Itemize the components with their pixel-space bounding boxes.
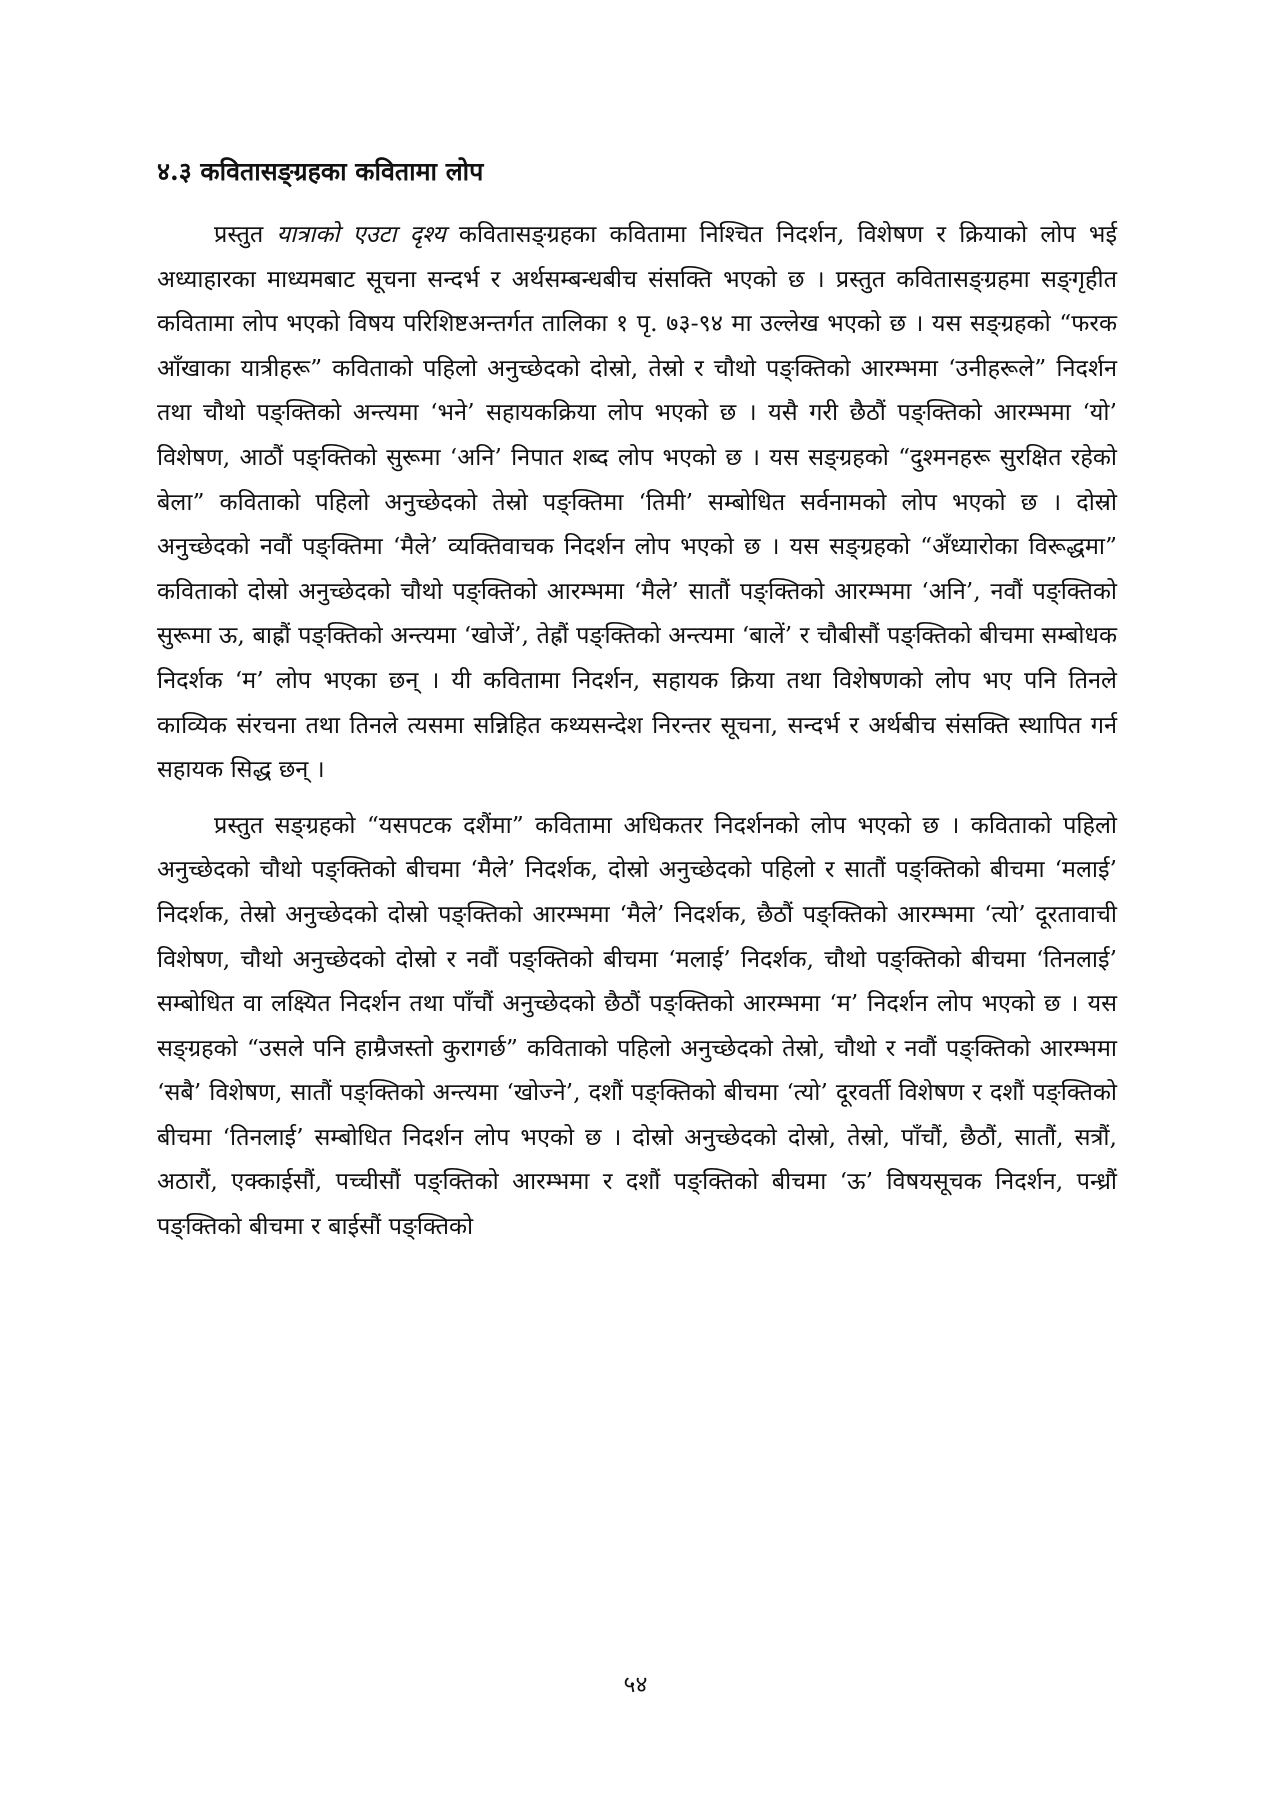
paragraph-1-text: कवितासङ्ग्रहका कवितामा निश्चित निदर्शन, विशेषण र क्रियाको लोप भई अध्याहारका माध्यमबाट सूचना सन्दर्भ र अर्थसम्बन्धबीच संसक्ति भएको छ । प्रस्तुत कवितासङ्ग्रहमा सङ्गृहीत कवितामा लोप भएको विषय परिशिष्टअन्तर्गत तालिका १ पृ. ७३-९४ मा उल्लेख भएको छ । यस सङ्ग्रहको “फरक आँखाका यात्रीहरू” कविताको पहिलो अनुच्छेदको दोस्रो, तेस्रो र चौथो पङ्क्तिको आरम्भमा ‘उनीहरूले” निदर्शन तथा चौथो पङ्क्तिको अन्त्यमा ‘भने’ सहायकक्रिया लोप भएको छ । यसै गरी छैठौं पङ्क्तिको आरम्भमा ‘यो’ विशेषण, आठौं पङ्क्तिको सुरूमा ‘अनि’ निपात शब्द लोप भएको छ । यस सङ्ग्रहको “दुश्मनहरू सुरक्षित रहेको बेला” कविताको पहिलो अनुच्छेदको तेस्रो पङ्क्तिमा ‘तिमी’ सम्बोधित सर्वनामको लोप भएको छ । दोस्रो अनुच्छेदको नवौं पङ्क्तिमा ‘मैले’ व्यक्तिवाचक निदर्शन लोप भएको छ । यस सङ्ग्रहको “अँध्यारोका विरूद्धमा” कविताको दोस्रो अनुच्छेदको चौथो पङ्क्तिको आरम्भमा ‘मैले’ सातौं पङ्क्तिको आरम्भमा ‘अनि’, नवौं पङ्क्तिको सुरूमा ऊ, बाह्रौं पङ्क्तिको अन्त्यमा ‘खोजें’, तेह्रौं पङ्क्तिको अन्त्यमा ‘बालें’ र चौबीसौं पङ्क्तिको बीचमा सम्बोधक निदर्शक ‘म’ लोप भएका छन् । यी कवितामा निदर्शन, सहायक क्रिया तथा विशेषणको लोप भए पनि तिनले काव्यिक संरचना तथा तिनले त्यसमा सन्निहित कथ्यसन्देश निरन्तर सूचना, सन्दर्भ र अर्थबीच संसक्ति स्थापित गर्न सहायक सिद्ध छन् । [157,220,1117,784]
paragraph-1-title: यात्राको एउटा दृश्य [276,220,446,248]
paragraph-2 [157,803,1117,1249]
body-text [157,212,1117,1249]
section-heading: ४.३ कवितासङ्ग्रहका कवितामा लोप [157,157,484,186]
paragraph-2-text: प्रस्तुत सङ्ग्रहको “यसपटक दशैंमा” कवितामा अधिकतर निदर्शनको लोप भएको छ । कविताको पहिलो अनुच्छेदको चौथो पङ्क्तिको बीचमा ‘मैले’ निदर्शक, दोस्रो अनुच्छेदको पहिलो र सातौं पङ्क्तिको बीचमा ‘मलाई’ निदर्शक, तेस्रो अनुच्छेदको दोस्रो पङ्क्तिको आरम्भमा ‘मैले’ निदर्शक, छैठौं पङ्क्तिको आरम्भमा ‘त्यो’ दूरतावाची विशेषण, चौथो अनुच्छेदको दोस्रो र नवौं पङ्क्तिको बीचमा ‘मलाई’ निदर्शक, चौथो पङ्क्तिको बीचमा ‘तिनलाई’ सम्बोधित वा लक्ष्यित निदर्शन तथा पाँचौं अनुच्छेदको छैठौं पङ्क्तिको आरम्भमा ‘म’ निदर्शन लोप भएको छ । यस सङ्ग्रहको “उसले पनि हाम्रैजस्तो कुरागर्छ” कविताको पहिलो अनुच्छेदको तेस्रो, चौथो र नवौं पङ्क्तिको आरम्भमा ‘सबै’ विशेषण, सातौं पङ्क्तिको अन्त्यमा ‘खोज्ने’, दशौं पङ्क्तिको बीचमा ‘त्यो’ दूरवर्ती विशेषण र दशौं पङ्क्तिको बीचमा ‘तिनलाई’ सम्बोधित निदर्शन लोप भएको छ । दोस्रो अनुच्छेदको दोस्रो, तेस्रो, पाँचौं, छैठौं, सातौं, सत्रौं, अठारौं, एक्काईसौं, पच्चीसौं पङ्क्तिको आरम्भमा र दशौं पङ्क्तिको बीचमा ‘ऊ’ विषयसूचक निदर्शन, पन्ध्रौं पङ्क्तिको बीचमा र बाईसौं पङ्क्तिको [157,810,1117,1241]
paragraph-1 [157,212,1117,792]
page-number: ५४ [623,1672,648,1698]
paragraph-1-lead: प्रस्तुत [214,220,264,248]
